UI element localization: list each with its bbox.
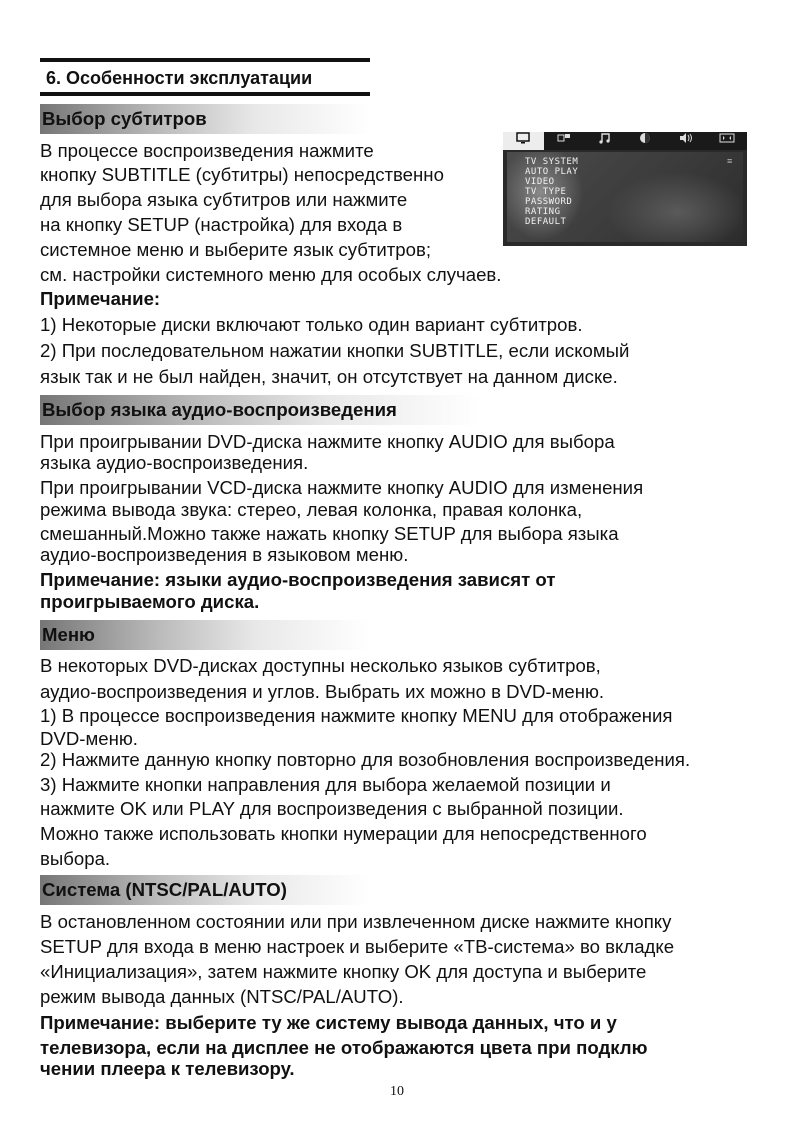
color-icon [625, 132, 666, 150]
note-line: язык так и не был найден, значит, он отсутствует на данном диске. [40, 366, 618, 387]
note-line: телевизора, если на дисплее не отображаются цвета при подклю [40, 1037, 648, 1058]
note-line: Примечание: языки аудио-воспроизведения зависят от [40, 569, 556, 590]
dolby-icon [706, 132, 747, 150]
volume-icon [666, 132, 707, 150]
text-line: При проигрывании DVD-диска нажмите кнопку AUDIO для выбора [40, 431, 615, 452]
text-line: для выбора языка субтитров или нажмите [40, 189, 408, 210]
section-heading-menu [40, 620, 370, 650]
music-note-icon [584, 132, 625, 150]
corner-icon: ≡ [727, 156, 733, 166]
note-line: 1) Некоторые диски включают только один вариант субтитров. [40, 314, 583, 335]
text-line: см. настройки системного меню для особых случаев. [40, 264, 502, 285]
top-rule [40, 58, 370, 62]
heading-text: Система (NTSC/PAL/AUTO) [42, 879, 287, 900]
osd-video-background [507, 152, 743, 242]
text-line: В процессе воспроизведения нажмите [40, 140, 374, 161]
section-heading-audio [40, 395, 480, 425]
text-line: «Инициализация», затем нажмите кнопку OK для доступа и выберите [40, 961, 647, 982]
text-line: В остановленном состоянии или при извлеченном диске нажмите кнопку [40, 911, 672, 932]
osd-menu-item: TV TYPE [525, 187, 567, 197]
text-line: аудио-воспроизведения и углов. Выбрать их можно в DVD-меню. [40, 681, 605, 702]
bottom-rule [40, 92, 370, 96]
section-heading-system [40, 875, 370, 905]
text-line: 2) Нажмите данную кнопку повторно для возобновления воспроизведения. [40, 749, 691, 770]
osd-menu-item: TV SYSTEM [525, 157, 579, 167]
osd-menu-item: RATING [525, 207, 561, 217]
text-line: Можно также использовать кнопки нумерации для непосредственного [40, 823, 647, 844]
setup-menu-screenshot [503, 132, 747, 246]
chapter-title: 6. Особенности эксплуатации [46, 68, 313, 88]
text-line: на кнопку SETUP (настройка) для входа в [40, 214, 403, 235]
text-line: кнопку SUBTITLE (субтитры) непосредственно [40, 164, 444, 185]
text-line: DVD-меню. [40, 728, 138, 749]
osd-menu-item: DEFAULT [525, 217, 567, 227]
text-line: языка аудио-воспроизведения. [40, 452, 309, 473]
text-line: В некоторых DVD-дисках доступны несколько языков субтитров, [40, 655, 601, 676]
note-line: чении плеера к телевизору. [40, 1058, 295, 1079]
section-heading-subtitles [40, 104, 370, 134]
monitor-icon [503, 132, 544, 150]
text-line: нажмите OK или PLAY для воспроизведения с выбранной позиции. [40, 798, 624, 819]
text-line: При проигрывании VCD-диска нажмите кнопку AUDIO для изменения [40, 477, 644, 498]
text-line: SETUP для входа в меню настроек и выберите «ТВ-система» во вкладке [40, 936, 675, 957]
text-line: режима вывода звука: стерео, левая колонка, правая колонка, [40, 499, 583, 520]
note-label: Примечание: [40, 288, 161, 309]
page-number: 10 [390, 1084, 404, 1099]
heading-text: Выбор субтитров [42, 108, 207, 129]
text-line: системное меню и выберите язык субтитров; [40, 239, 432, 260]
text-line: аудио-воспроизведения в языковом меню. [40, 544, 409, 565]
heading-text: Выбор языка аудио-воспроизведения [42, 399, 397, 420]
osd-menu-list [525, 157, 578, 227]
note-line: проигрываемого диска. [40, 591, 260, 612]
text-line: 3) Нажмите кнопки направления для выбора желаемой позиции и [40, 774, 611, 795]
text-line: режим вывода данных (NTSC/PAL/AUTO). [40, 986, 404, 1007]
text-line: выбора. [40, 848, 111, 869]
osd-menu-item: VIDEO [525, 177, 555, 187]
osd-menu-item: AUTO PLAY [525, 167, 579, 177]
note-line: Примечание: выберите ту же систему вывода данных, что и у [40, 1012, 617, 1033]
osd-menu-item: PASSWORD [525, 197, 573, 207]
osd-tab-bar [503, 132, 747, 150]
text-line: 1) В процессе воспроизведения нажмите кнопку MENU для отображения [40, 705, 673, 726]
note-line: 2) При последовательном нажатии кнопки SUBTITLE, если искомый [40, 340, 630, 361]
speaker-icon [544, 132, 585, 150]
text-line: смешанный.Можно также нажать кнопку SETUP для выбора языка [40, 523, 619, 544]
heading-text: Меню [42, 624, 95, 645]
